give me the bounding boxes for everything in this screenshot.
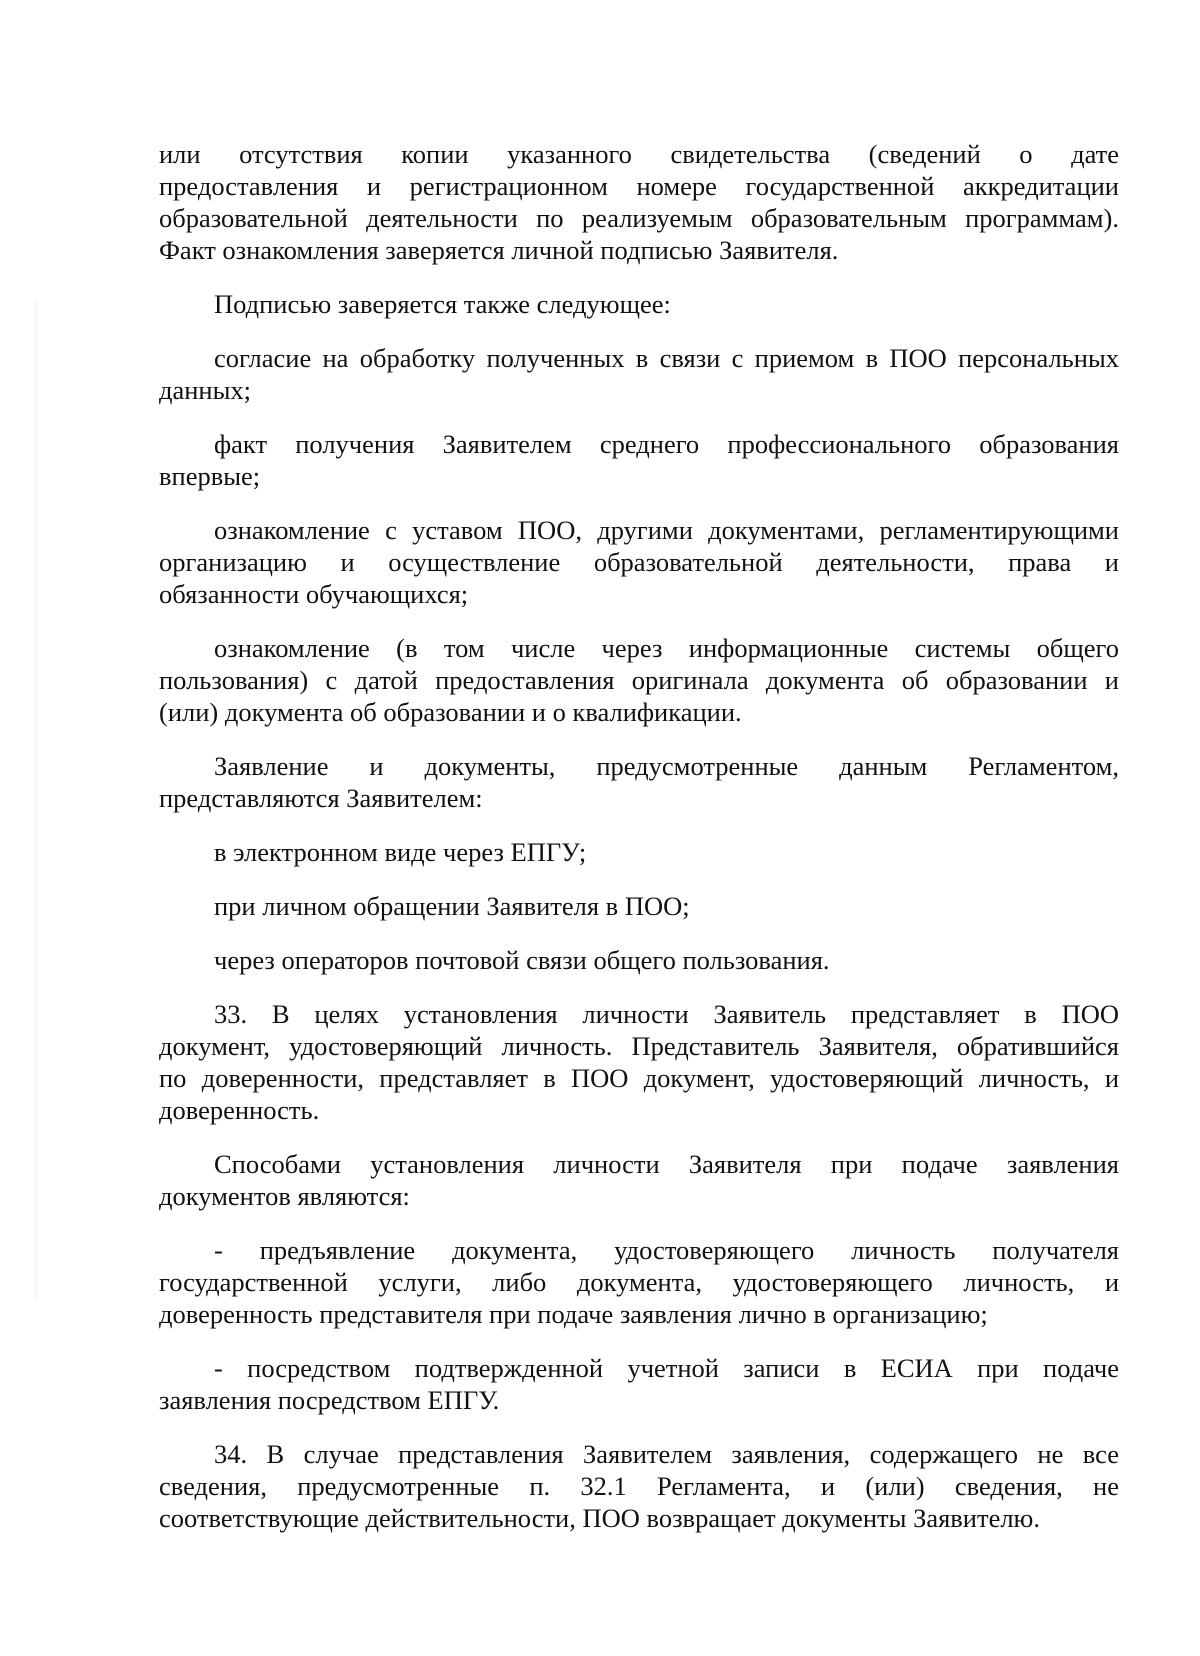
text-line: по доверенности, представляет в ПОО документ, удостоверяющий личность, и (159, 1063, 1119, 1093)
paragraph-p5 (159, 514, 1119, 610)
paragraph-p14 (159, 1352, 1119, 1416)
text-line: ознакомление с уставом ПОО, другими документами, регламентирующими (214, 515, 1119, 545)
paragraph-p9 (159, 890, 1119, 922)
text-line: доверенность представителя при подаче заявления лично в организацию; (159, 1299, 988, 1329)
text-line: Заявление и документы, предусмотренные данным Регламентом, (214, 751, 1119, 781)
text-line: пользования) с датой предоставления оригинала документа об образовании и (159, 665, 1119, 695)
paragraph-p6 (159, 632, 1119, 728)
paragraph-p4 (159, 428, 1119, 492)
text-line: документов являются: (159, 1181, 410, 1211)
paragraph-p8 (159, 836, 1119, 868)
text-line: 33. В целях установления личности Заявитель представляет в ПОО (214, 999, 1119, 1029)
text-line: обязанности обучающихся; (159, 579, 469, 609)
text-line: ознакомление (в том числе через информационные системы общего (214, 633, 1119, 663)
paragraph-p7 (159, 750, 1119, 814)
text-line: сведения, предусмотренные п. 32.1 Регламента, и (или) сведения, не (159, 1471, 1119, 1501)
text-line: соответствующие действительности, ПОО возвращает документы Заявителю. (159, 1503, 1040, 1533)
text-line: факт получения Заявителем среднего профессионального образования (214, 429, 1119, 459)
text-line: образовательной деятельности по реализуемым образовательным программам). (159, 203, 1119, 233)
text-line: или отсутствия копии указанного свидетельства (сведений о дате (159, 139, 1119, 169)
paragraph-p2 (159, 288, 1119, 320)
text-line: документ, удостоверяющий личность. Представитель Заявителя, обратившийся (159, 1031, 1119, 1061)
text-line: при личном обращении Заявителя в ПОО; (214, 891, 690, 921)
text-line: - предъявление документа, удостоверяющего личность получателя (214, 1235, 1119, 1265)
text-line: 34. В случае представления Заявителем заявления, содержащего не все (214, 1439, 1119, 1469)
text-line: данных; (159, 375, 252, 405)
text-line: Подписью заверяется также следующее: (214, 289, 671, 319)
text-line: заявления посредством ЕПГУ. (159, 1385, 500, 1415)
paragraph-p3 (159, 342, 1119, 406)
text-line: (или) документа об образовании и о квалификации. (159, 697, 742, 727)
text-line: в электронном виде через ЕПГУ; (214, 837, 587, 867)
text-line: Способами установления личности Заявителя при подаче заявления (214, 1149, 1119, 1179)
text-line: Факт ознакомления заверяется личной подписью Заявителя. (159, 235, 839, 265)
text-line: организацию и осуществление образовательной деятельности, права и (159, 547, 1119, 577)
text-line: представляются Заявителем: (159, 783, 483, 813)
text-line: через операторов почтовой связи общего пользования. (214, 945, 830, 975)
paragraph-p13 (159, 1234, 1119, 1330)
paragraph-p10 (159, 944, 1119, 976)
text-line: государственной услуги, либо документа, удостоверяющего личность, и (159, 1267, 1119, 1297)
text-line: доверенность. (159, 1095, 320, 1125)
scan-edge-mark (35, 300, 36, 1300)
paragraph-p12 (159, 1148, 1119, 1212)
paragraph-p1 (159, 138, 1119, 266)
document-body (159, 138, 1119, 1556)
text-line: впервые; (159, 461, 261, 491)
paragraph-p15 (159, 1438, 1119, 1534)
paragraph-p11 (159, 998, 1119, 1126)
text-line: - посредством подтвержденной учетной записи в ЕСИА при подаче (214, 1353, 1119, 1383)
text-line: предоставления и регистрационном номере государственной аккредитации (159, 171, 1119, 201)
text-line: согласие на обработку полученных в связи с приемом в ПОО персональных (214, 343, 1119, 373)
